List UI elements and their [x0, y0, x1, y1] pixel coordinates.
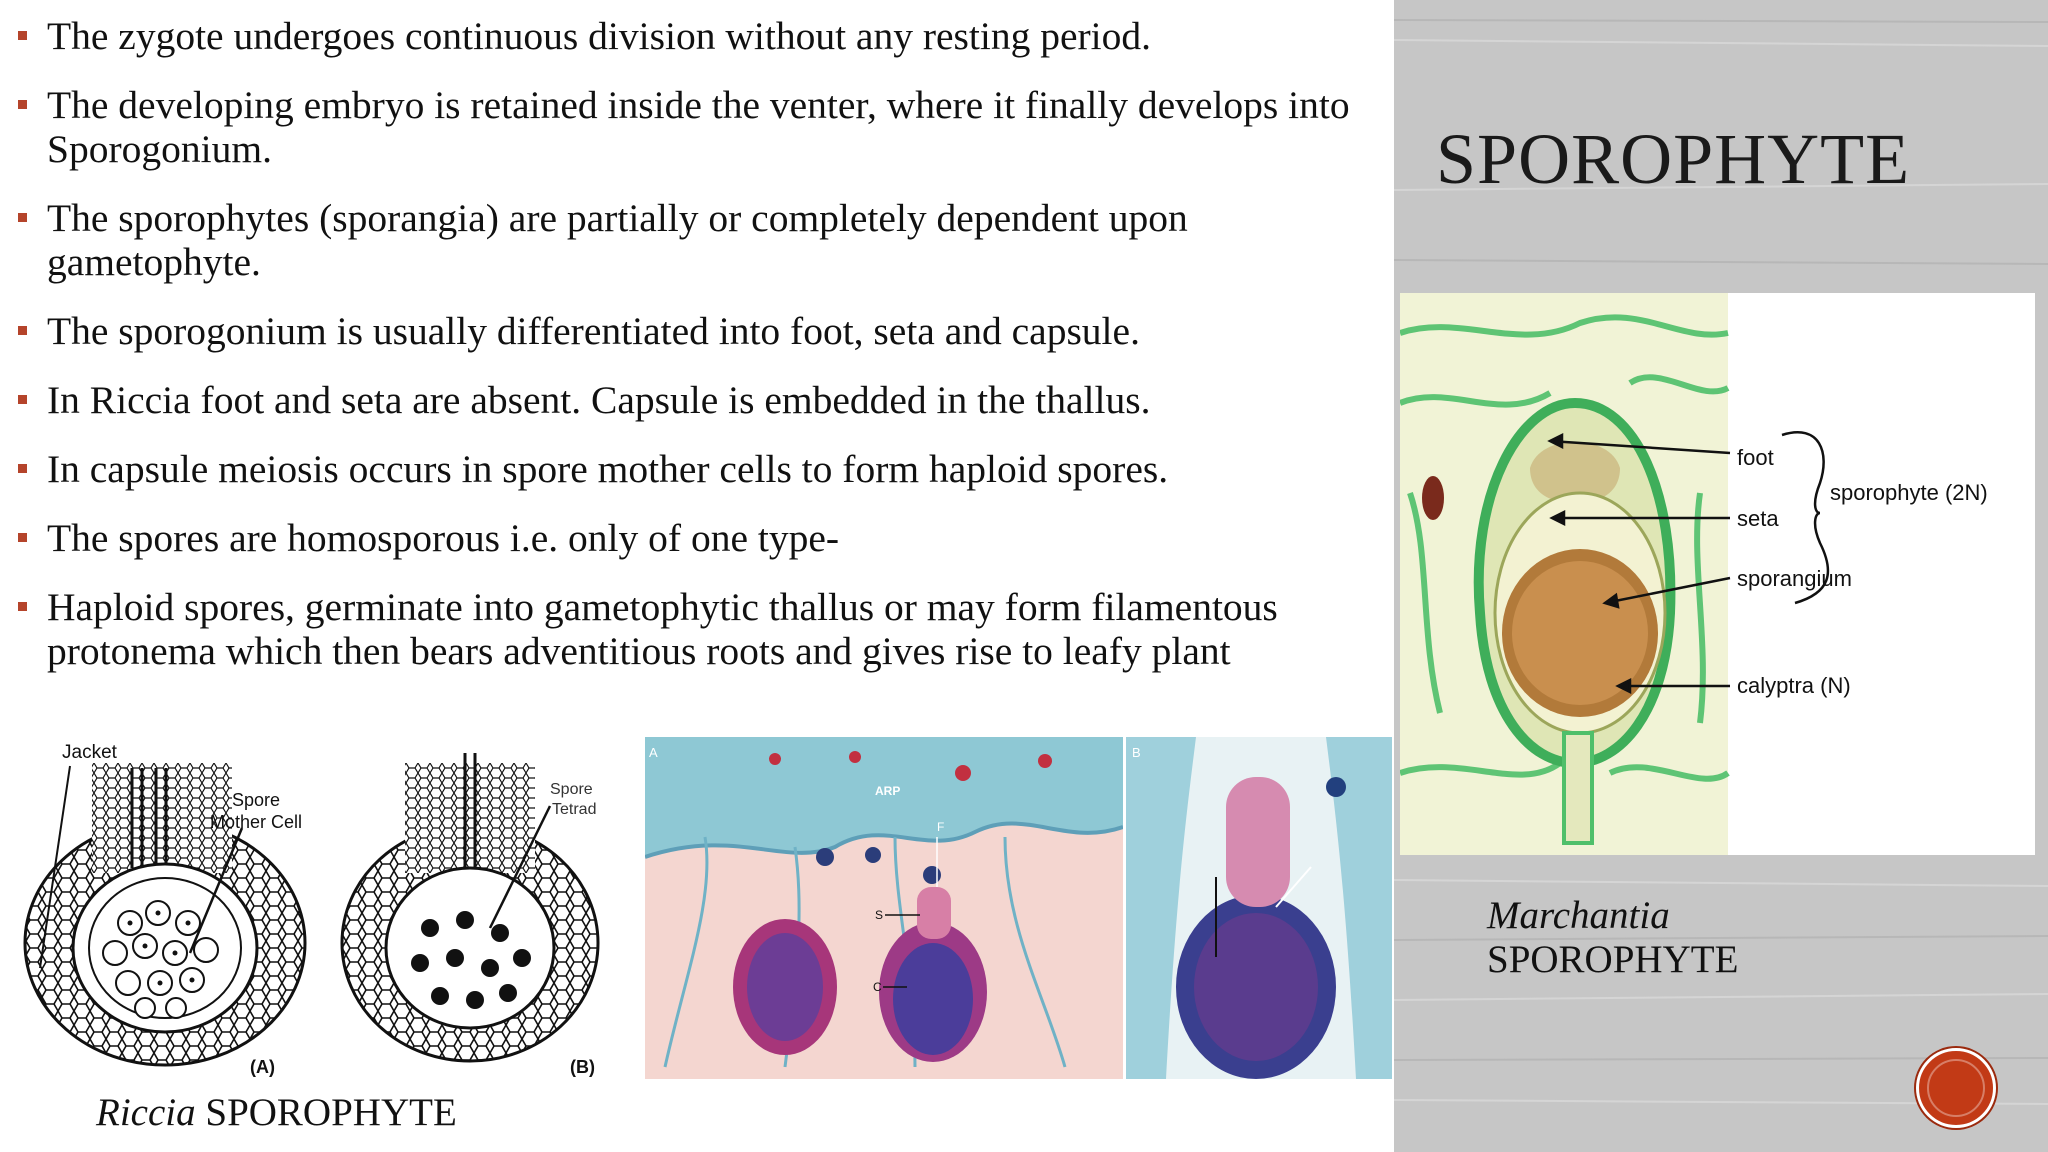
bullet-square-icon [18, 100, 27, 109]
bullet-item [14, 447, 1394, 491]
bullet-item [14, 14, 1394, 58]
sporophyte-2n-label: sporophyte (2N) [1830, 480, 1988, 505]
marchantia-caption [1487, 894, 1738, 982]
bullet-item [14, 196, 1394, 284]
foot-label: foot [1737, 445, 1774, 470]
spore-mother-cell-label-line2: Mother Cell [210, 812, 303, 832]
f-label: F [937, 820, 945, 834]
riccia-caption-genus: Riccia [96, 1091, 196, 1134]
spore-mother-cell-label-line1: Spore [232, 790, 281, 810]
riccia-figure-a [25, 742, 305, 1077]
micrograph-a-panel-label: A [649, 745, 658, 760]
bullet-text: In Riccia foot and seta are absent. Capsule is embedded in the thallus. [47, 378, 1151, 422]
spore-tetrad-label-line1: Spore [550, 781, 593, 798]
riccia-caption [96, 1090, 457, 1135]
micrograph-b-panel-label: B [1132, 745, 1141, 760]
micrograph-a-image [645, 737, 1123, 1079]
bullet-text: The zygote undergoes continuous division without any resting period. [47, 14, 1151, 58]
panel-a-label: (A) [250, 1057, 275, 1077]
bullet-text: The developing embryo is retained inside the venter, where it finally develops into Sporogonium. [47, 83, 1350, 171]
jacket-label: Jacket [62, 742, 117, 763]
panel-b-label: (B) [570, 1057, 595, 1077]
nav-button-ring-icon [1927, 1059, 1985, 1117]
sporangium-label: sporangium [1737, 566, 1852, 591]
bullet-square-icon [18, 533, 27, 542]
seta-label: seta [1737, 506, 1779, 531]
bullet-text: The sporogonium is usually differentiated into foot, seta and capsule. [47, 309, 1140, 353]
bullet-item [14, 585, 1394, 673]
bullet-item [14, 378, 1394, 422]
bullet-item [14, 83, 1394, 171]
bullet-list [14, 14, 1394, 698]
riccia-caption-word: SPOROPHYTE [205, 1091, 457, 1134]
riccia-figure-b [342, 753, 598, 1077]
bullet-square-icon [18, 326, 27, 335]
bullet-item [14, 309, 1394, 353]
marchantia-micrograph [1400, 293, 1728, 855]
bullet-text: In capsule meiosis occurs in spore mother cells to form haploid spores. [47, 447, 1169, 491]
bullet-square-icon [18, 464, 27, 473]
bullet-item [14, 516, 1394, 560]
bullet-square-icon [18, 602, 27, 611]
bullet-text: Haploid spores, germinate into gametophytic thallus or may form filamentous protonema which then bears adventitious roots and gives rise to leafy plant [47, 585, 1278, 673]
bullet-text: The sporophytes (sporangia) are partially or completely dependent upon gametophyte. [47, 196, 1188, 284]
marchantia-caption-genus: Marchantia [1487, 894, 1670, 937]
s-label: S [875, 908, 884, 922]
marchantia-sporophyte-diagram [1400, 293, 2035, 855]
marchantia-caption-word: SPOROPHYTE [1487, 938, 1739, 981]
bullet-text: The spores are homosporous i.e. only of one type- [47, 516, 840, 560]
bullet-square-icon [18, 395, 27, 404]
bullet-square-icon [18, 213, 27, 222]
c-label: C [873, 980, 882, 994]
slide-title: SPOROPHYTE [1436, 119, 1911, 199]
calyptra-label: calyptra (N) [1737, 673, 1851, 698]
riccia-sporophyte-diagram [10, 738, 610, 1083]
next-slide-button[interactable] [1916, 1048, 1996, 1128]
arp-label: ARP [875, 784, 901, 798]
bullet-square-icon [18, 31, 27, 40]
spore-tetrad-label-line2: Tetrad [552, 801, 597, 818]
micrograph-b-image [1126, 737, 1392, 1079]
